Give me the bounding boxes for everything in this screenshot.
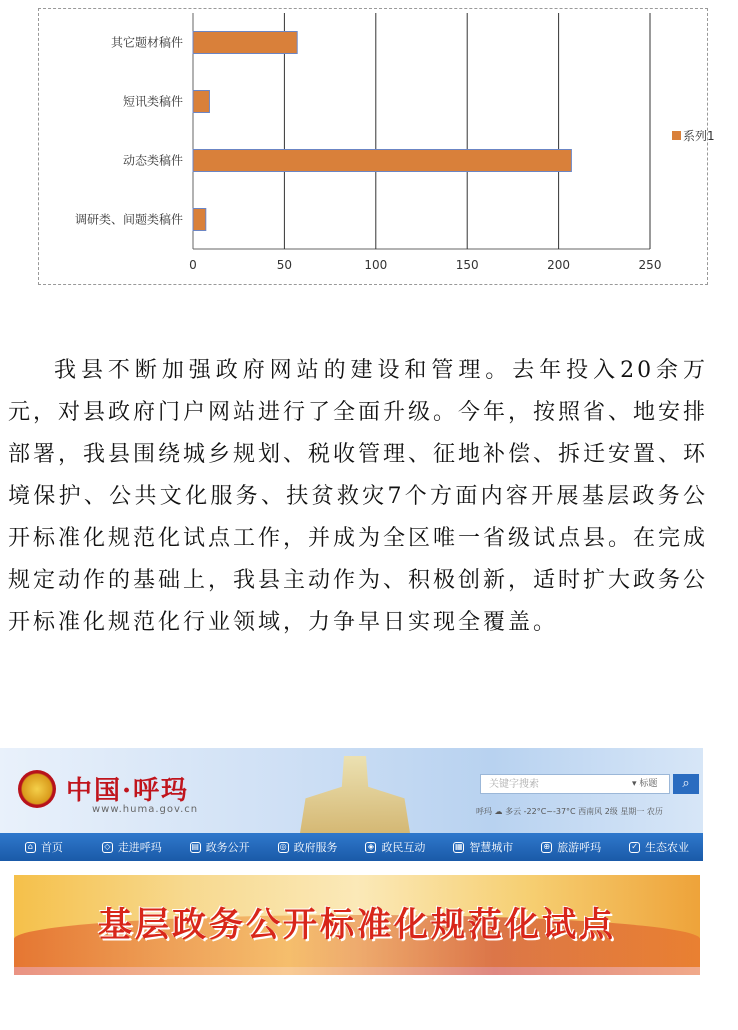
weather-info: 呼玛 ☁ 多云 -22°C~-37°C 西南风 2级 星期一 农历 [476,807,663,816]
nav-item-4[interactable] [352,833,440,861]
bar [193,209,206,231]
bar [193,91,209,113]
x-tick-label: 0 [189,258,197,272]
nav-icon: ⌂ [25,842,36,853]
nav-label: 政务公开 [205,841,250,854]
nav-label: 政民互动 [381,841,426,854]
bar-chart-svg [39,9,715,286]
nav-item-6[interactable] [527,833,615,861]
nav-icon: ◈ [365,842,376,853]
nav-icon: ⊕ [541,842,552,853]
nav-item-0[interactable] [0,833,88,861]
nav-label: 生态农业 [645,841,690,854]
search-input[interactable]: 关键字搜索 [480,774,670,794]
nav-item-7[interactable] [615,833,703,861]
category-label: 其它题材稿件 [110,35,183,50]
banner [14,875,700,967]
category-label: 短讯类稿件 [122,94,183,109]
category-label: 动态类稿件 [122,153,183,168]
national-emblem-icon [18,770,56,808]
search-button[interactable] [673,774,699,794]
nav-label: 首页 [40,841,63,854]
x-tick-label: 250 [638,258,662,272]
search-icon: ⌕ [682,776,690,791]
legend-label: 系列1 [683,129,715,143]
nav-label: 政府服务 [293,841,338,854]
nav-label: 智慧城市 [469,841,514,854]
nav-item-2[interactable] [176,833,264,861]
x-tick-label: 100 [364,258,388,272]
nav-item-3[interactable] [264,833,352,861]
nav-item-1[interactable] [88,833,176,861]
nav-icon: ◎ [278,842,289,853]
bar-chart [38,8,715,285]
category-label: 调研类、间题类稿件 [74,212,183,227]
nav-icon: ◇ [102,842,113,853]
nav-icon: ✓ [629,842,640,853]
website-screenshot [0,748,703,970]
article-paragraph: 我县不断加强政府网站的建设和管理。去年投入20余万元，对县政府门户网站进行了全面升级。今年，按照省、地安排部署，我县围绕城乡规划、税收管理、征地补偿、拆迁安置、环境保护、公共文化服务、扶贫救灾7个方面内容开展基层政务公开标准化规范化试点工作，并成为全区唯一省级试点县。在完成规定动作的基础上，我县主动作为、积极创新，适时扩大政务公开标准化规范化行业领域，力争早日实现全覆盖。 [8,358,709,635]
x-tick-label: 50 [276,258,293,272]
article-body [8,350,708,644]
legend-swatch [672,131,681,140]
nav-label: 旅游呼玛 [557,841,602,854]
bar [193,150,571,172]
nav-item-5[interactable] [439,833,527,861]
site-url: www.huma.gov.cn [92,804,199,815]
site-header [0,748,703,833]
site-title: 中国·呼玛 [66,776,190,806]
x-tick-label: 150 [455,258,479,272]
x-tick-label: 200 [547,258,571,272]
site-nav [0,833,703,861]
banner-title: 基层政务公开标准化规范化试点 [98,905,616,945]
nav-icon: ▤ [191,841,199,851]
monument-image [300,756,410,833]
nav-icon: ▦ [455,841,463,851]
search-type-select[interactable]: ▾ 标题 [632,779,658,789]
nav-label: 走进呼玛 [117,841,162,854]
bar [193,32,297,54]
